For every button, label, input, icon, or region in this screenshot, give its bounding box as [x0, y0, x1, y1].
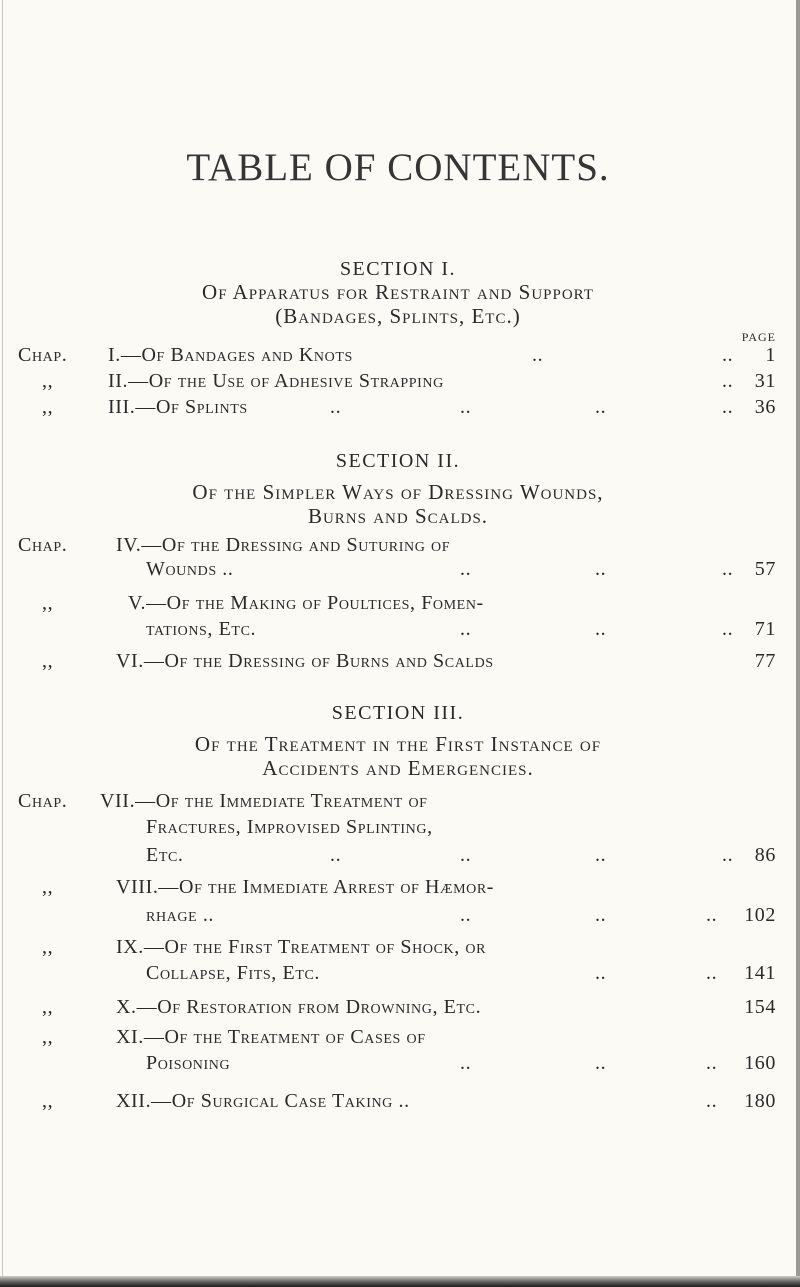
toc-entry-title-cont: Collapse, Fits, Etc.	[146, 962, 321, 984]
toc-entry-title: XII.—Of Surgical Case Taking ..	[116, 1090, 410, 1112]
toc-entry-leader: ..	[722, 344, 734, 366]
page-right-edge	[796, 0, 800, 1287]
toc-entry-title: XI.—Of the Treatment of Cases of	[116, 1026, 426, 1048]
toc-entry-ditto: ,,	[42, 592, 54, 614]
toc-entry-leader: ..	[460, 904, 472, 926]
toc-entry-title-cont: Fractures, Improvised Splinting,	[146, 816, 433, 838]
toc-entry-leader: ..	[722, 370, 734, 392]
toc-entry-leader: ..	[330, 844, 342, 866]
toc-entry-title: I.—Of Bandages and Knots	[108, 344, 353, 366]
toc-entry-title: X.—Of Restoration from Drowning, Etc.	[116, 996, 482, 1018]
toc-entry-title: VI.—Of the Dressing of Burns and Scalds	[116, 650, 494, 672]
toc-entry-title: V.—Of the Making of Poultices, Fomen-	[128, 592, 484, 614]
page-left-rule	[2, 0, 3, 1276]
toc-entry-title: II.—Of the Use of Adhesive Strapping	[108, 370, 444, 392]
toc-entry-title: VIII.—Of the Immediate Arrest of Hæmor-	[116, 876, 495, 898]
toc-entry-page: 57	[754, 558, 776, 580]
toc-entry-ditto: ,,	[42, 876, 54, 898]
page-bottom-edge	[0, 1276, 800, 1287]
toc-entry-page: 86	[754, 844, 776, 866]
toc-entry-leader: ..	[595, 558, 607, 580]
toc-entry-page: 31	[754, 370, 776, 392]
toc-entry-leader: ..	[460, 618, 472, 640]
toc-entry-title-cont: Etc.	[146, 844, 184, 866]
toc-entry-title-cont: tations, Etc.	[146, 618, 257, 640]
toc-entry-ditto: ,,	[42, 936, 54, 958]
section-1-subtitle-line-1: Of Apparatus for Restraint and Support	[202, 280, 594, 304]
toc-entry-page: 160	[744, 1052, 776, 1074]
toc-entry-leader: ..	[330, 396, 342, 418]
toc-entry-ditto: ,,	[42, 650, 54, 672]
toc-entry-leader: ..	[460, 396, 472, 418]
toc-entry-leader: ..	[595, 962, 607, 984]
section-2-heading: SECTION II.	[335, 450, 461, 472]
toc-entry-page: 154	[744, 996, 776, 1018]
toc-entry-page: 1	[765, 344, 776, 366]
page-title: TABLE OF CONTENTS.	[186, 146, 610, 189]
section-3-subtitle-line-2: Accidents and Emergencies.	[262, 756, 534, 780]
page-column-label: PAGE	[741, 330, 776, 344]
toc-entry-page: 71	[754, 618, 776, 640]
toc-entry-leader: ..	[595, 396, 607, 418]
toc-entry-leader: ..	[595, 618, 607, 640]
toc-entry-leader: ..	[706, 962, 718, 984]
toc-entry-ditto: ,,	[42, 1026, 54, 1048]
toc-entry-prefix: Chap.	[18, 790, 68, 812]
toc-entry-title-cont: Poisoning	[146, 1052, 231, 1074]
toc-entry-leader: ..	[460, 844, 472, 866]
section-2-subtitle-line-2: Burns and Scalds.	[307, 504, 489, 528]
toc-entry-leader: ..	[722, 618, 734, 640]
section-2-subtitle-line-1: Of the Simpler Ways of Dressing Wounds,	[192, 480, 604, 504]
toc-entry-ditto: ,,	[42, 370, 54, 392]
section-3-heading: SECTION III.	[331, 702, 465, 724]
toc-entry-prefix: Chap.	[18, 534, 68, 556]
toc-entry-page: 141	[744, 962, 776, 984]
toc-entry-leader: ..	[460, 1052, 472, 1074]
toc-entry-title: IV.—Of the Dressing and Suturing of	[116, 534, 451, 556]
toc-entry-title-cont: rhage ..	[146, 904, 215, 926]
toc-entry-prefix: Chap.	[18, 344, 68, 366]
section-1-heading: SECTION I.	[339, 258, 457, 280]
toc-entry-page: 180	[744, 1090, 776, 1112]
toc-entry-title-cont: Wounds ..	[146, 558, 234, 580]
toc-entry-title: IX.—Of the First Treatment of Shock, or	[116, 936, 487, 958]
toc-entry-ditto: ,,	[42, 996, 54, 1018]
toc-entry-leader: ..	[722, 558, 734, 580]
toc-entry-leader: ..	[706, 904, 718, 926]
toc-entry-page: 77	[754, 650, 776, 672]
toc-entry-leader: ..	[722, 844, 734, 866]
toc-entry-title: III.—Of Splints	[108, 396, 248, 418]
toc-entry-title: VII.—Of the Immediate Treatment of	[100, 790, 428, 812]
toc-entry-ditto: ,,	[42, 1090, 54, 1112]
section-1-subtitle-line-2: (Bandages, Splints, Etc.)	[275, 304, 521, 328]
toc-entry-leader: ..	[595, 904, 607, 926]
toc-entry-leader: ..	[706, 1052, 718, 1074]
toc-entry-leader: ..	[532, 344, 544, 366]
section-3-subtitle-line-1: Of the Treatment in the First Instance of	[194, 732, 602, 756]
toc-entry-page: 102	[744, 904, 776, 926]
toc-entry-leader: ..	[595, 1052, 607, 1074]
toc-entry-leader: ..	[722, 396, 734, 418]
toc-entry-leader: ..	[460, 558, 472, 580]
toc-entry-page: 36	[754, 396, 776, 418]
toc-entry-leader: ..	[706, 1090, 718, 1112]
toc-entry-ditto: ,,	[42, 396, 54, 418]
toc-entry-leader: ..	[595, 844, 607, 866]
